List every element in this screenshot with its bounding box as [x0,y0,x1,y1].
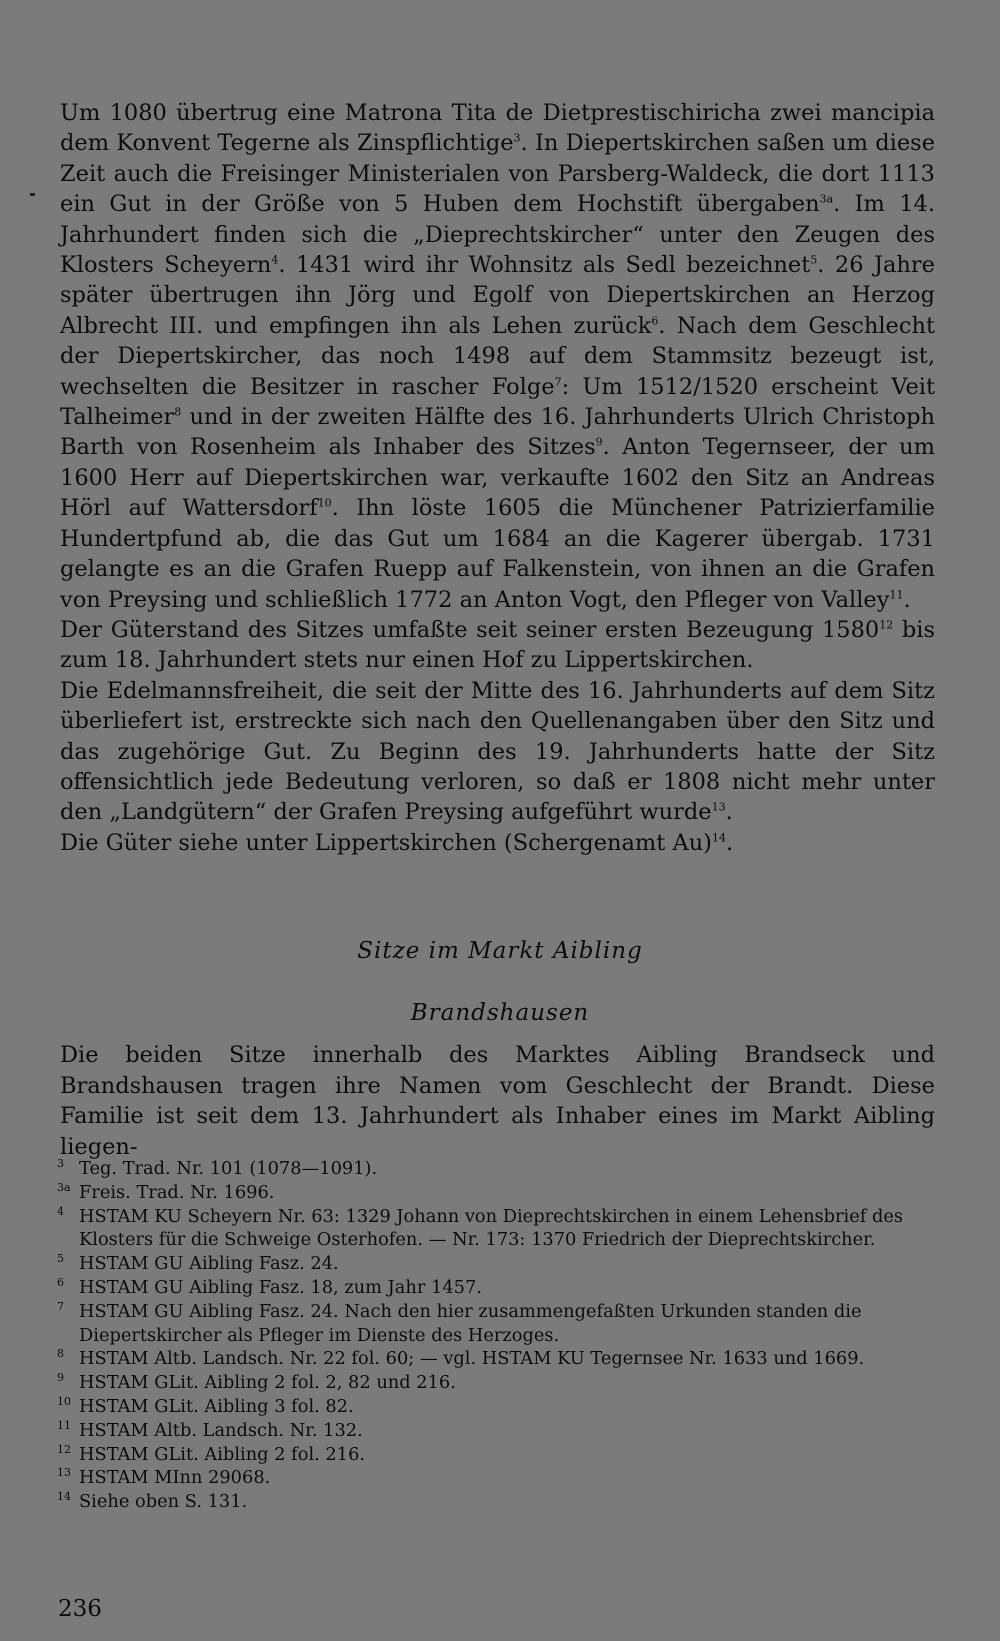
footnote: 12 HSTAM GLit. Aibling 2 fol. 216. [57,1442,366,1465]
margin-mark [30,193,35,196]
footnote-ref: 12 [879,618,894,632]
footnote: 10 HSTAM GLit. Aibling 3 fol. 82. [57,1394,354,1417]
paragraph-3: Die Edelmannsfreiheit, die seit der Mitte des 16. Jahrhunderts auf dem Sitz überliefert ist, erstreckte sich nach den Quellenangaben über den Sitz und das zugehörige Gut. Zu Beginn des 19. Jahrhunderts hatte der Sitz offensichtlich jede Bedeutung verloren, so daß er 1808 nicht mehr unter den „Landgütern“ der Grafen Preysing aufgeführt wurde$^{13}$. [60,677,935,826]
paragraph-2: Der Güterstand des Sitzes umfaßte seit seiner ersten Bezeugung 1580$^{12}$ bis zum 18. Jahrhundert stets nur einen Hof zu Lippertskirchen. [60,616,935,674]
footnote: 4 HSTAM KU Scheyern Nr. 63: 1329 Johann von Dieprechtskirchen in einem Lehensbrief des Klosters für die Schweige Osterhofen. — Nr. 173: 1370 Friedrich der Dieprechtskircher. [57,1204,904,1251]
subsection-heading: Brandshausen [410,1000,590,1026]
footnote: 3a Freis. Trad. Nr. 1696. [57,1180,275,1203]
footnote: 6 HSTAM GU Aibling Fasz. 18, zum Jahr 1457. [57,1275,482,1298]
footnote: 7 HSTAM GU Aibling Fasz. 24. Nach den hier zusammengefaßten Urkunden standen die Diepertskircher als Pfleger im Dienste des Herzoges. [57,1299,862,1346]
footnote-ref: 6 [651,314,659,328]
footnote-ref: 4 [271,253,279,267]
footnote-ref: 7 [554,375,562,389]
footnote-ref: 14 [711,831,726,845]
footnote: 14 Siehe oben S. 131. [57,1490,248,1513]
footnote: 11 HSTAM Altb. Landsch. Nr. 132. [57,1418,363,1441]
footnote-ref: 5 [810,253,818,267]
footnote: 8 HSTAM Altb. Landsch. Nr. 22 fol. 60; — vgl. HSTAM KU Tegernsee Nr. 1633 und 1669. [57,1347,865,1370]
footnote: 5 HSTAM GU Aibling Fasz. 24. [57,1252,339,1275]
footnote-ref: 3a [819,192,834,206]
footnote-ref: 10 [317,496,332,510]
main-text [60,98,935,858]
paragraph-5: Die beiden Sitze innerhalb des Marktes Aibling Brandseck und Brandshausen tragen ihre Namen vom Geschlecht der Brandt. Diese Familie ist seit dem 13. Jahrhundert als Inhaber eines im Markt Aibling liegen- [60,1042,935,1160]
footnote-ref: 3 [513,131,521,145]
footnote: 9 HSTAM GLit. Aibling 2 fol. 2, 82 und 216. [57,1371,456,1394]
footnote-ref: 13 [711,800,726,814]
footnote-ref: 11 [889,588,904,601]
footnote-ref: 9 [595,435,603,449]
page-number: 236 [58,1596,102,1622]
paragraph-1: Um 1080 übertrug eine Matrona Tita de Dietprestischiricha zwei mancipia dem Konvent Tegerne als Zinspflichtige$^3$. In Diepertskirchen saßen um diese Zeit auch die Freisinger Ministerialen von Parsberg-Waldeck, die dort 1113 ein Gut in der Größe von 5 Huben dem Hochstift übergaben$^{3a}$. Im 14. Jahrhundert finden sich die „Dieprechtskircher“ unter den Zeugen des Klosters Scheyern$^4$. 1431 wird ihr Wohnsitz als Sedl bezeichnet$^5$. 26 Jahre später übertrugen ihn Jörg und Egolf von Diepertskirchen an Herzog Albrecht III. und empfingen ihn als Lehen zurück$^6$. Nach dem Geschlecht der Diepertskircher, das noch 1498 auf dem Stammsitz bezeugt ist, wechselten die Besitzer in rascher Folge$^7$: Um 1512/1520 erscheint Veit Talheimer$^8$ und in der zweiten Hälfte des 16. Jahrhunderts Ulrich Christoph Barth von Rosenheim als Inhaber des Sitzes$^9$. Anton Tegernseer, der um 1600 Herr auf Diepertskirchen war, verkaufte 1602 den Sitz an Andreas Hörl auf Wattersdorf$^{10}$. Ihn löste 1605 die Münchener Patrizierfamilie Hundertpfund ab, die das Gut um 1684 an die Kagerer übergab. 1731 gelangte es an die Grafen Ruepp auf Falkenstein, von ihnen an die Grafen von Preysing und schließlich 1772 an Anton Vogt, den Pfleger von Valley$^{11}$. [60,100,936,613]
footnotes [57,1157,935,1514]
paragraph-4: Die Güter siehe unter Lippertskirchen (Schergenamt Au)$^{14}$. [60,829,734,856]
footnote-ref: 8 [174,405,182,419]
footnote: 3 Teg. Trad. Nr. 101 (1078—1091). [57,1157,378,1179]
footnote: 13 HSTAM MInn 29068. [57,1466,271,1489]
section-heading: Sitze im Markt Aibling [357,938,643,964]
